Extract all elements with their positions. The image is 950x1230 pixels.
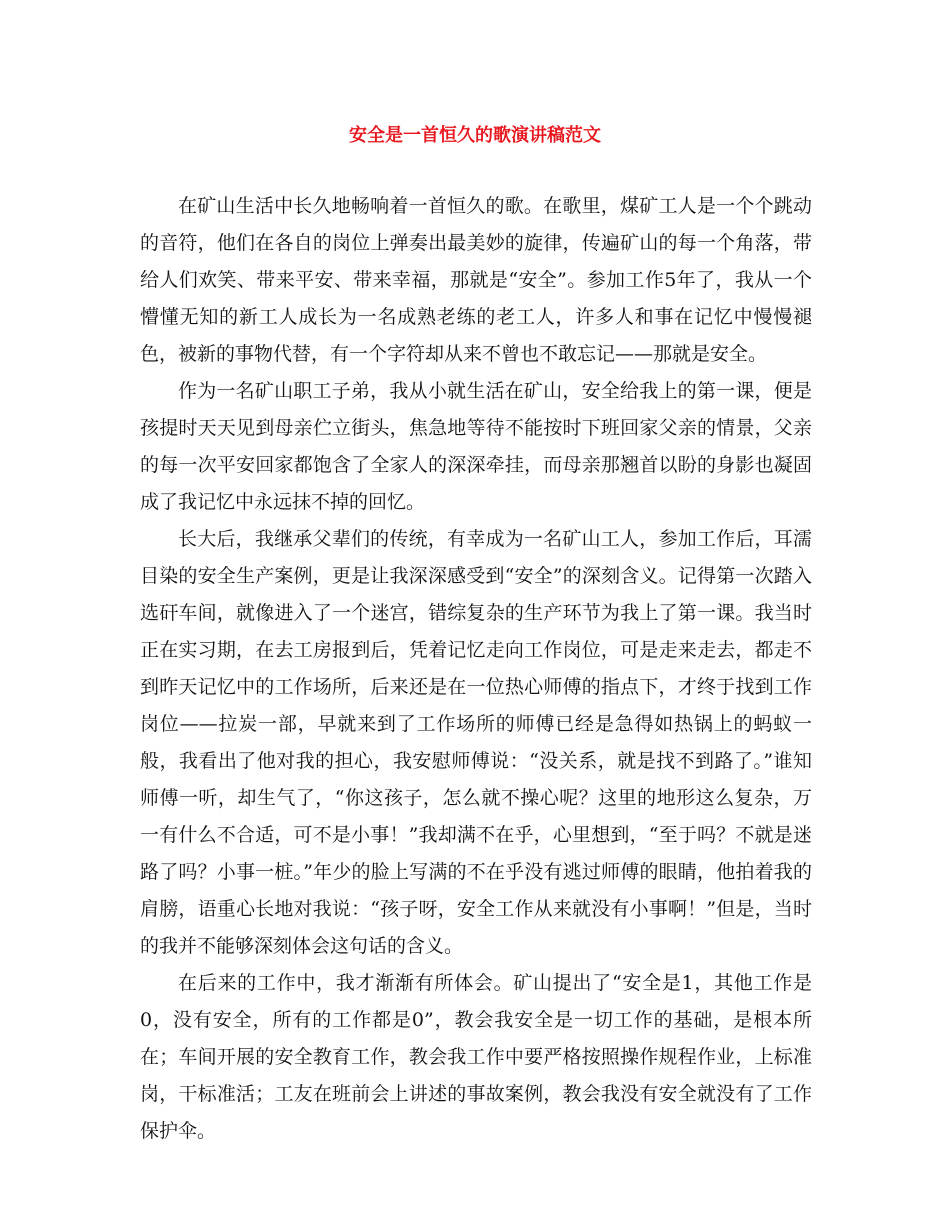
document-body <box>140 188 812 1150</box>
paragraph-4: 在后来的工作中，我才渐渐有所体会。矿山提出了“安全是1，其他工作是0，没有安全，所有的工作都是0”，教会我安全是一切工作的基础，是根本所在；车间开展的安全教育工作，教会我工作中要严格按照操作规程作业，上标准岗，干标准活；工友在班前会上讲述的事故案例，教会我没有安全就没有了工作保护伞。 <box>140 972 812 1142</box>
paragraph-2: 作为一名矿山职工子弟，我从小就生活在矿山，安全给我上的第一课，便是孩提时天天见到母亲伫立街头，焦急地等待不能按时下班回家父亲的情景，父亲的每一次平安回家都饱含了全家人的深深牵挂，而母亲那翘首以盼的身影也凝固成了我记忆中永远抹不掉的回忆。 <box>140 380 812 513</box>
paragraph-3: 长大后，我继承父辈们的传统，有幸成为一名矿山工人，参加工作后，耳濡目染的安全生产案例，更是让我深深感受到“安全”的深刻含义。记得第一次踏入选矸车间，就像进入了一个迷宫，错综复杂的生产环节为我上了第一课。我当时正在实习期，在去工房报到后，凭着记忆走向工作岗位，可是走来走去，都走不到昨天记忆中的工作场所，后来还是在一位热心师傅的指点下，才终于找到工作岗位——拉炭一部，早就来到了工作场所的师傅已经是急得如热锅上的蚂蚁一般，我看出了他对我的担心，我安慰师傅说：“没关系，就是找不到路了。”谁知师傅一听，却生气了，“你这孩子，怎么就不操心呢？这里的地形这么复杂，万一有什么不合适，可不是小事！”我却满不在乎，心里想到，“至于吗？不就是迷路了吗？小事一桩。”年少的脸上写满的不在乎没有逃过师傅的眼睛，他拍着我的肩膀，语重心长地对我说：“孩子呀，安全工作从来就没有小事啊！”但是，当时的我并不能够深刻体会这句话的含义。 <box>140 528 812 957</box>
paragraph-1: 在矿山生活中长久地畅响着一首恒久的歌。在歌里，煤矿工人是一个个跳动的音符，他们在各自的岗位上弹奏出最美妙的旋律，传遍矿山的每一个角落，带给人们欢笑、带来平安、带来幸福，那就是“安全”。参加工作5年了，我从一个懵懂无知的新工人成长为一名成熟老练的老工人，许多人和事在记忆中慢慢褪色，被新的事物代替，有一个字符却从来不曾也不敢忘记——那就是安全。 <box>140 195 812 365</box>
document-title: 安全是一首恒久的歌演讲稿范文 <box>349 125 601 146</box>
